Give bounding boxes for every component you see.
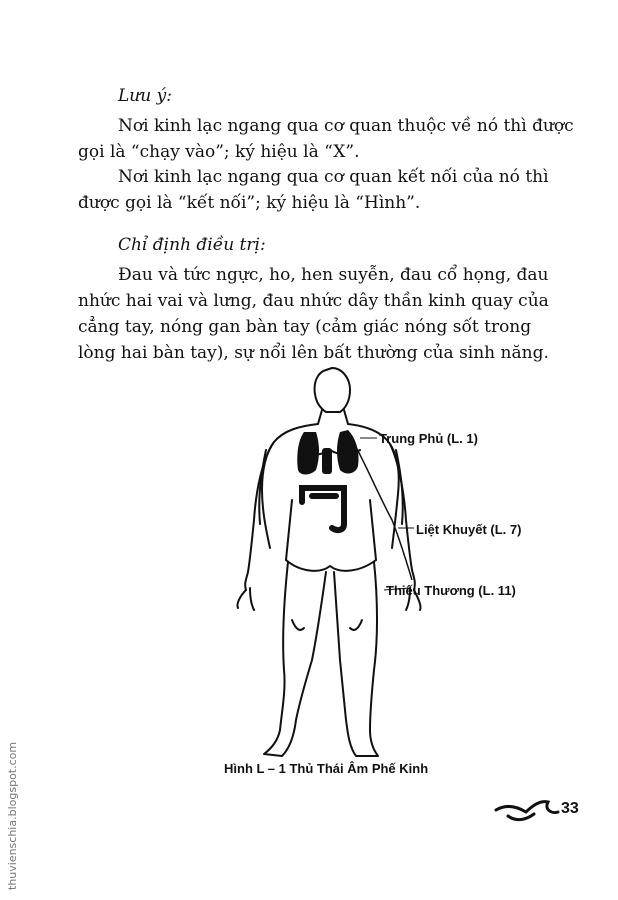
text-line: nhức hai vai và lưng, đau nhức dây thần kinh quay của bbox=[78, 291, 549, 311]
page-number: 33 bbox=[561, 800, 579, 817]
text-line: Nơi kinh lạc ngang qua cơ quan kết nối của nó thì bbox=[118, 167, 549, 187]
text-line: được gọi là “kết nối”; ký hiệu là “Hình”. bbox=[78, 193, 421, 213]
figure-caption: Hình L – 1 Thủ Thái Âm Phế Kinh bbox=[224, 761, 429, 776]
text-line: lòng hai bàn tay), sự nổi lên bất thường của sinh năng. bbox=[78, 343, 549, 363]
text-line: Đau và tức ngực, ho, hen suyễn, đau cổ họng, đau bbox=[118, 265, 549, 285]
text-line: gọi là “chạy vào”; ký hiệu là “X”. bbox=[78, 142, 360, 162]
page-ornament bbox=[496, 802, 558, 820]
text-line: cẳng tay, nóng gan bàn tay (cảm giác nóng sốt trong bbox=[78, 317, 532, 337]
watermark: thuvienschia.blogspot.com bbox=[6, 741, 19, 890]
note-heading: Lưu ý: bbox=[118, 86, 172, 106]
label-liet-khuyet: Liệt Khuyết (L. 7) bbox=[416, 522, 522, 537]
text-line: Nơi kinh lạc ngang qua cơ quan thuộc về nó thì được bbox=[118, 116, 574, 136]
label-thieu-thuong: Thiếu Thương (L. 11) bbox=[386, 583, 516, 598]
indication-heading: Chỉ định điều trị: bbox=[118, 235, 266, 255]
label-trung-phu: Trung Phủ (L. 1) bbox=[379, 431, 478, 446]
